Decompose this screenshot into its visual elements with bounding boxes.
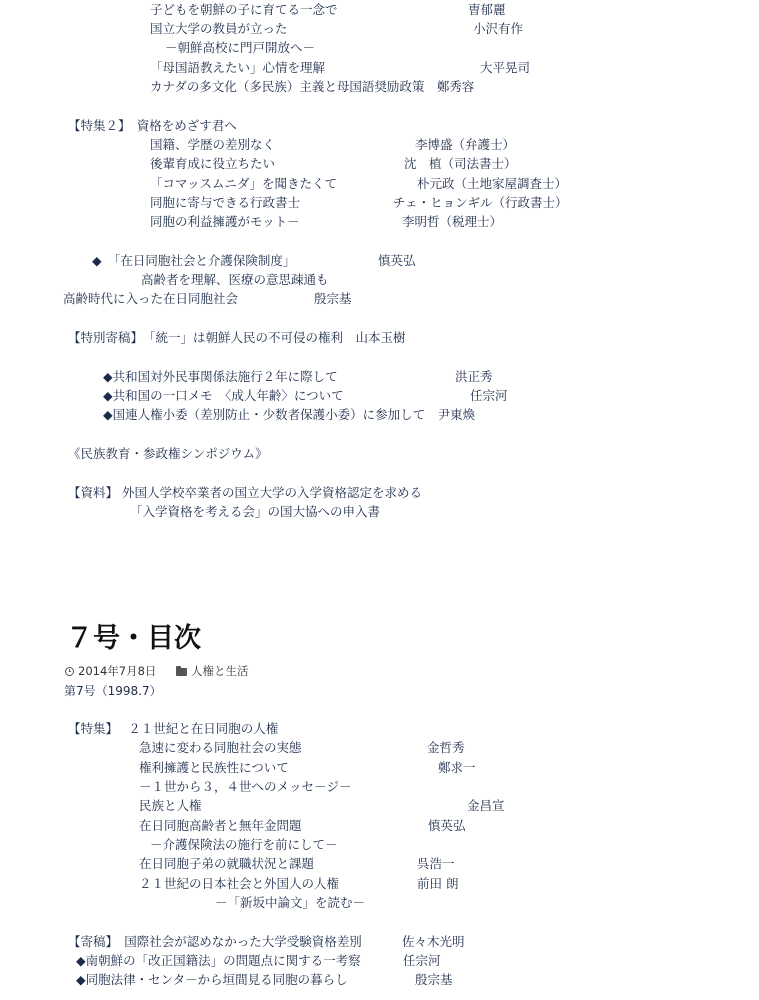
toc-author: 洪正秀 bbox=[455, 369, 493, 384]
toc-line: ◆共和国対外民事関係法施行２年に際して bbox=[103, 369, 338, 384]
toc-line: 在日同胞子弟の就職状況と課題 bbox=[139, 856, 315, 871]
toc-line: 「コマッスムニダ」を聞きたくて bbox=[150, 176, 338, 191]
toc-line: 国籍、学歴の差別なく bbox=[150, 137, 276, 152]
toc-line: 《民族教育・参政権シンポジウム》 bbox=[68, 446, 268, 461]
toc-line: カナダの多文化（多民族）主義と母国語奨励政策 鄭秀容 bbox=[150, 79, 475, 94]
toc-line: 【資料】 外国人学校卒業者の国立大学の入学資格認定を求める bbox=[68, 485, 422, 500]
toc-line: 【特集２】 資格をめざす君へ bbox=[68, 118, 237, 133]
toc-author: 佐々木光明 bbox=[402, 934, 465, 949]
toc-line: ◆同胞法律・センタ－から垣間見る同胞の暮らし bbox=[76, 972, 348, 987]
toc-author: 大平晃司 bbox=[480, 60, 531, 75]
toc-author: 呉浩一 bbox=[417, 856, 455, 871]
toc-line: 後輩育成に役立ちたい bbox=[150, 156, 276, 171]
toc-line: －朝鮮高校に門戸開放へ－ bbox=[165, 40, 316, 55]
toc-line: ◆国連人権小委（差別防止・少数者保護小委）に参加して 尹東煥 bbox=[103, 407, 476, 422]
toc-author: チェ・ヒョンギル（行政書士） bbox=[393, 195, 568, 210]
toc-author: 鄭求一 bbox=[438, 760, 476, 775]
post-category[interactable] bbox=[176, 664, 249, 678]
toc-line: 同胞に寄与できる行政書士 bbox=[150, 195, 301, 210]
toc-author: 慎英弘 bbox=[428, 818, 466, 833]
toc-author: 殷宗基 bbox=[415, 972, 453, 987]
toc-line: －「新坂中論文」を読む－ bbox=[215, 895, 366, 910]
toc-line: ◆ 「在日同胞社会と介護保険制度」 bbox=[92, 253, 296, 268]
toc-line: ◆南朝鮮の「改正国籍法」の問題点に関する一考察 bbox=[76, 953, 361, 968]
toc-line: 「母国語教えたい」心情を理解 bbox=[150, 60, 326, 75]
toc-line: 権利擁護と民族性について bbox=[139, 760, 289, 775]
post-title[interactable]: ７号・目次 bbox=[66, 623, 201, 654]
toc-line: －介護保険法の施行を前にして－ bbox=[150, 837, 338, 852]
toc-author: 前田 朗 bbox=[417, 876, 459, 891]
toc-author: 任宗河 bbox=[403, 953, 441, 968]
toc-line: ２１世紀の日本社会と外国人の人権 bbox=[139, 876, 340, 891]
post-date[interactable] bbox=[65, 664, 156, 678]
toc-line: 急速に変わる同胞社会の実態 bbox=[139, 740, 302, 755]
toc-line: 在日同胞高齢者と無年金問題 bbox=[139, 818, 302, 833]
toc-line: 【寄稿】 国際社会が認めなかった大学受験資格差別 bbox=[68, 934, 362, 949]
toc-author: 李明哲（税理士） bbox=[402, 214, 503, 229]
post-subtitle: 第7号（1998.7） bbox=[64, 684, 162, 698]
toc-line: 同胞の利益擁護がモット－ bbox=[150, 214, 300, 229]
toc-author: 李博盛（弁護士） bbox=[415, 137, 516, 152]
toc-author: 殷宗基 bbox=[314, 291, 352, 306]
toc-line: 国立大学の教員が立った bbox=[150, 21, 288, 36]
toc-line: 「入学資格を考える会」の国大協への申入書 bbox=[130, 504, 381, 519]
toc-author: 沈 植（司法書士） bbox=[404, 156, 517, 171]
toc-author: 曺郁麗 bbox=[468, 2, 506, 17]
toc-line: 民族と人権 bbox=[139, 798, 202, 813]
toc-author: 小沢有作 bbox=[473, 21, 524, 36]
toc-author: 朴元政（土地家屋調査士） bbox=[417, 176, 568, 191]
folder-icon bbox=[176, 668, 187, 676]
post-date-link[interactable]: 2014年7月8日 bbox=[78, 664, 157, 678]
toc-line: 【特別寄稿】 「統一」は朝鮮人民の不可侵の権利 山本玉樹 bbox=[68, 330, 406, 345]
clock-icon bbox=[65, 667, 74, 676]
toc-line: －１世から３，４世へのメッセ－ジ－ bbox=[139, 779, 352, 794]
post-category-link[interactable]: 人権と生活 bbox=[191, 664, 249, 678]
toc-author: 金哲秀 bbox=[427, 740, 465, 755]
toc-line: 高齢時代に入った在日同胞社会 bbox=[63, 291, 239, 306]
toc-line: 【特集】 ２１世紀と在日同胞の人権 bbox=[68, 721, 279, 736]
toc-author: 慎英弘 bbox=[378, 253, 416, 268]
toc-line: 子どもを朝鮮の子に育てる一念で bbox=[150, 2, 338, 17]
toc-line: ◆共和国の一口メモ 〈成人年齢〉について bbox=[103, 388, 344, 403]
toc-author: 任宗河 bbox=[470, 388, 508, 403]
toc-line: 高齢者を理解、医療の意思疎通も bbox=[141, 272, 329, 287]
toc-author: 金昌宣 bbox=[467, 798, 505, 813]
